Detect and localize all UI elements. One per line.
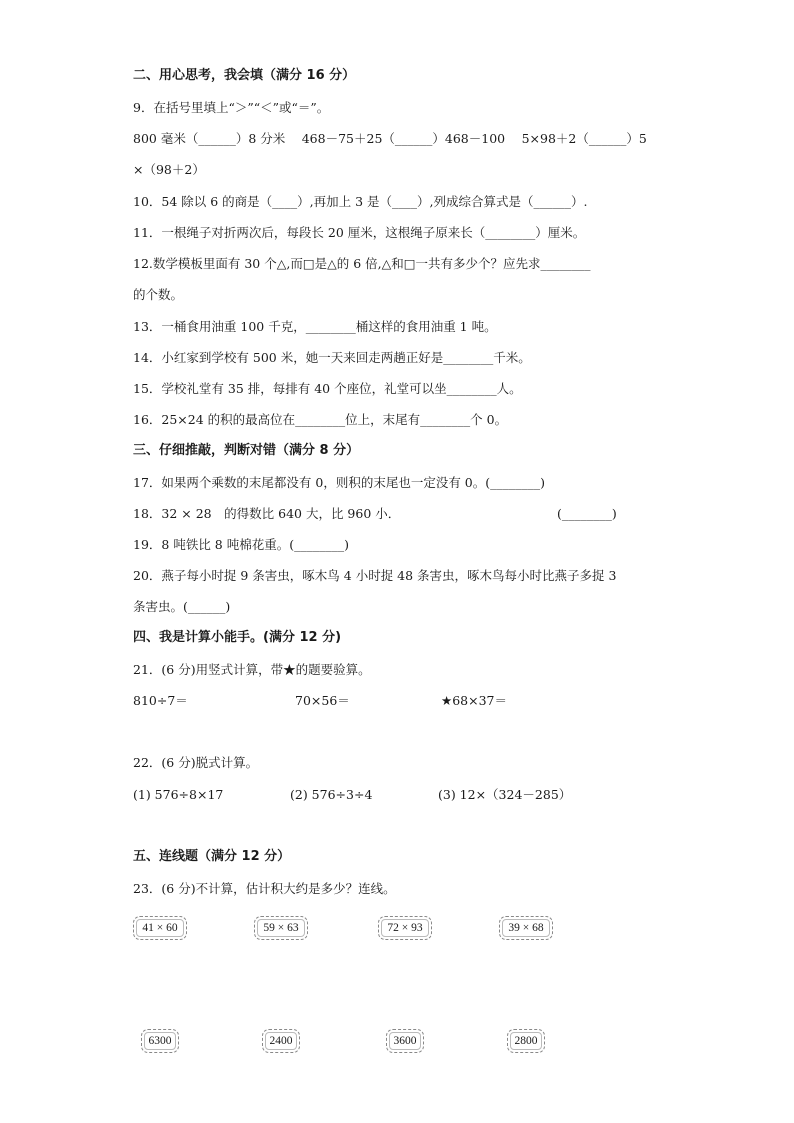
section-heading-2: 二、用心思考，我会填（满分 16 分） xyxy=(133,68,356,83)
question-15: 15．学校礼堂有 35 排，每排有 40 个座位，礼堂可以坐________人。 xyxy=(133,381,522,396)
step-calc-item-1: (1) 576÷8×17 xyxy=(133,787,224,802)
question-16: 16．25×24 的积的最高位在________位上，末尾有________个 0。 xyxy=(133,412,508,427)
section-heading-5: 五、连线题（满分 12 分） xyxy=(133,849,291,864)
question-18-blank: (________) xyxy=(557,506,617,521)
question-20-line-1: 20．燕子每小时捉 9 条害虫，啄木鸟 4 小时捉 48 条害虫，啄木鸟每小时比燕子多捉 3 xyxy=(133,568,617,583)
step-calc-item-3: (3) 12×（324－285） xyxy=(438,787,572,802)
question-13: 13．一桶食用油重 100 千克，________桶这样的食用油重 1 吨。 xyxy=(133,319,497,334)
question-21: 21．(6 分)用竖式计算，带★的题要验算。 xyxy=(133,662,371,677)
question-11: 11．一根绳子对折两次后，每段长 20 厘米，这根绳子原来长（________）厘米。 xyxy=(133,225,586,240)
result-card-1[interactable]: 6300 xyxy=(141,1029,179,1053)
question-9-line-2: ×（98＋2） xyxy=(133,162,205,177)
section-heading-3: 三、仔细推敲，判断对错（满分 8 分） xyxy=(133,443,360,458)
question-19: 19．8 吨铁比 8 吨棉花重。(________) xyxy=(133,537,349,552)
question-9: 9．在括号里填上“＞”“＜”或“＝”。 xyxy=(133,100,330,115)
step-calc-item-2: (2) 576÷3÷4 xyxy=(290,787,373,802)
calc-item-3: ★68×37＝ xyxy=(441,693,507,708)
expression-card-1[interactable]: 41 × 60 xyxy=(133,916,187,940)
expression-card-2[interactable]: 59 × 63 xyxy=(254,916,308,940)
question-12-line-1: 12.数学模板里面有 30 个△,而□是△的 6 倍,△和□一共有多少个？应先求________ xyxy=(133,256,591,271)
result-card-3[interactable]: 3600 xyxy=(386,1029,424,1053)
section-heading-4: 四、我是计算小能手。(满分 12 分) xyxy=(133,630,342,645)
question-17: 17．如果两个乘数的末尾都没有 0，则积的末尾也一定没有 0。(________) xyxy=(133,475,546,490)
question-10: 10．54 除以 6 的商是（____）,再加上 3 是（____）,列成综合算式是（______）. xyxy=(133,194,588,209)
calc-item-2: 70×56＝ xyxy=(295,693,350,708)
result-card-2[interactable]: 2400 xyxy=(262,1029,300,1053)
question-20-line-2: 条害虫。(______) xyxy=(133,599,231,614)
calc-item-1: 810÷7＝ xyxy=(133,693,188,708)
question-18: 18．32 × 28 的得数比 640 大，比 960 小． xyxy=(133,506,401,521)
question-14: 14．小红家到学校有 500 米，她一天来回走两趟正好是________千米。 xyxy=(133,350,531,365)
expression-card-4[interactable]: 39 × 68 xyxy=(499,916,553,940)
expression-card-3[interactable]: 72 × 93 xyxy=(378,916,432,940)
result-card-4[interactable]: 2800 xyxy=(507,1029,545,1053)
question-22: 22．(6 分)脱式计算。 xyxy=(133,755,259,770)
question-12-line-2: 的个数。 xyxy=(133,287,184,302)
question-9-line-1: 800 毫米（______）8 分米 468－75＋25（______）468－100 5×98＋2（______）5 xyxy=(133,131,647,146)
question-23: 23．(6 分)不计算，估计积大约是多少？连线。 xyxy=(133,881,396,896)
